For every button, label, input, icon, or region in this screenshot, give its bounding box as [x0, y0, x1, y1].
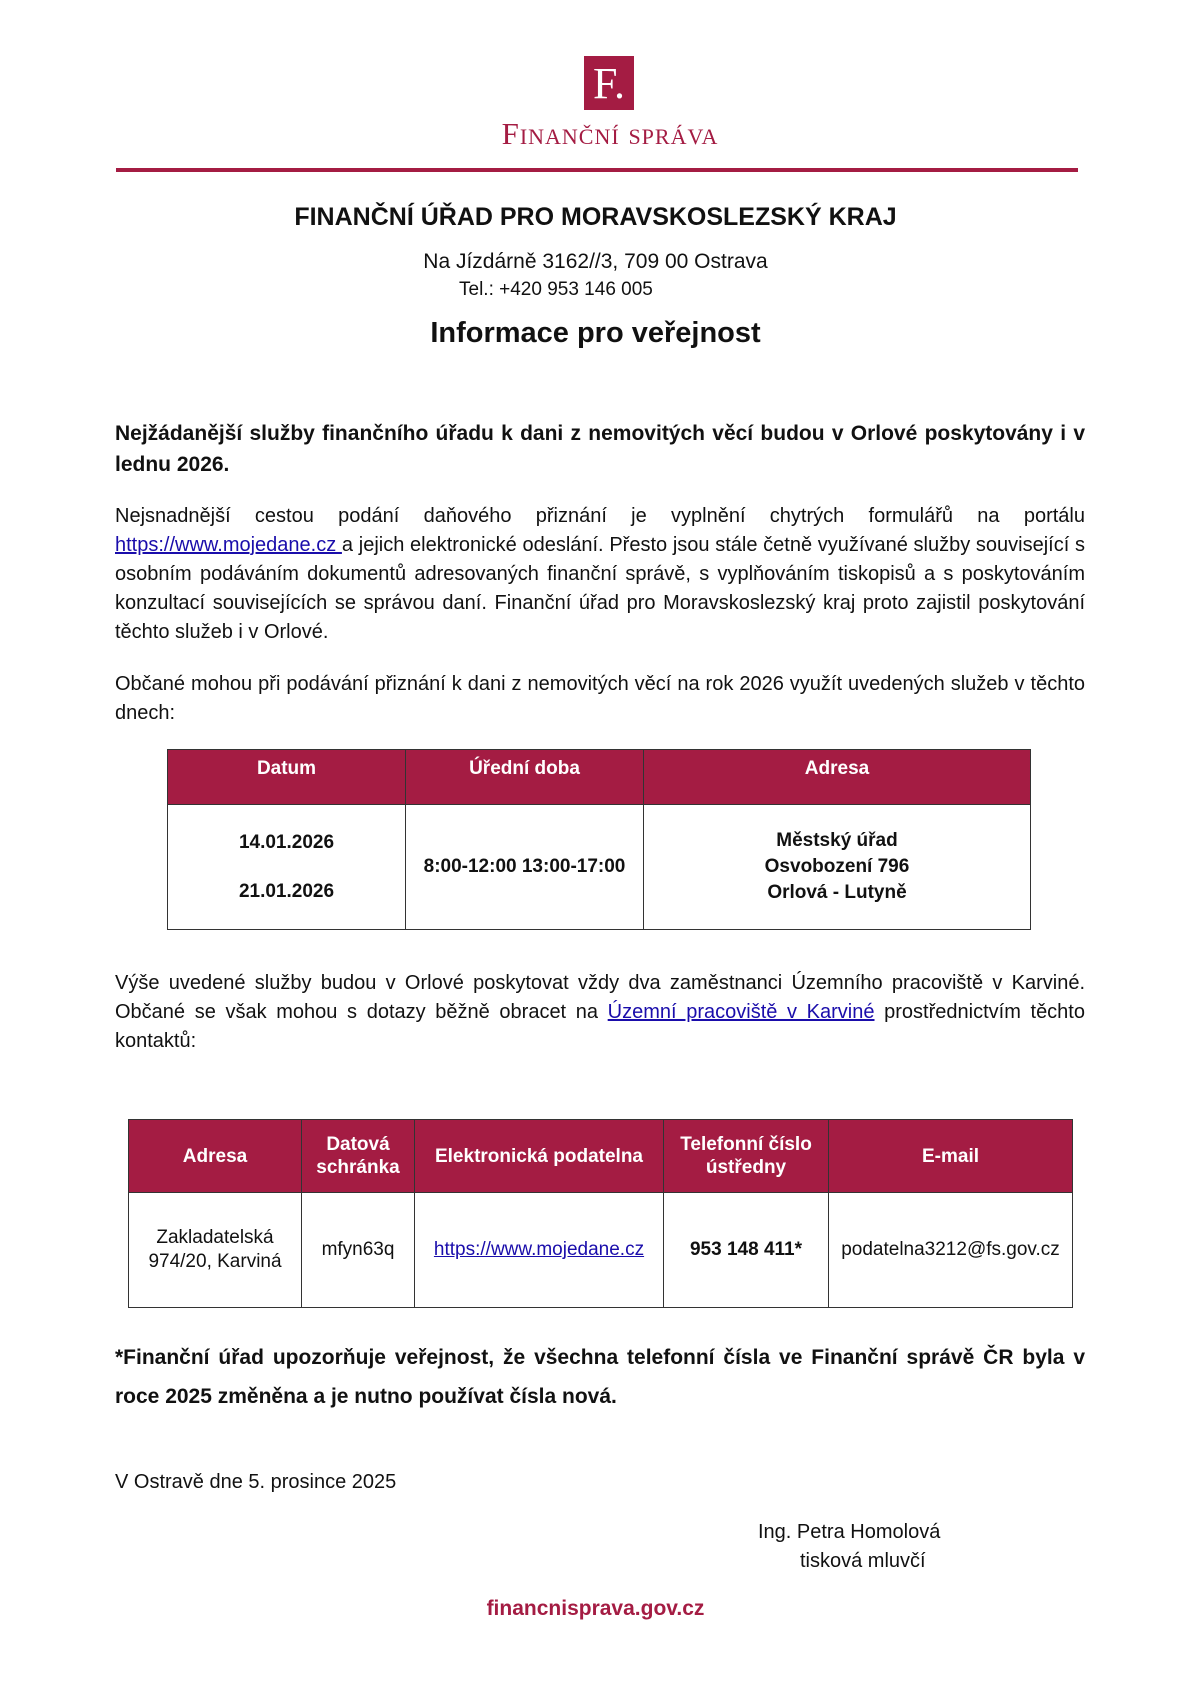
schedule-address-line-2: Osvobození 796 — [764, 856, 910, 877]
contacts-header-row — [129, 1120, 1073, 1193]
contacts-header-phone: Telefonní číslo ústředny — [664, 1120, 829, 1193]
schedule-row — [168, 805, 1031, 930]
paragraph-intro-text-1: Nejsnadnější cestou podání daňového přiznání je vyplnění chytrých formulářů na portálu — [115, 505, 1085, 527]
contacts-row — [129, 1193, 1073, 1308]
contacts-header-databox: Datová schránka — [302, 1120, 415, 1193]
schedule-date-2: 21.01.2026 — [238, 880, 335, 902]
contacts-header-email: E-mail — [829, 1120, 1073, 1193]
karvina-office-link[interactable]: Územní pracoviště v Karviné — [607, 1001, 875, 1023]
schedule-header-address: Adresa — [644, 750, 1031, 805]
contacts-address-line-1: Zakladatelská — [156, 1227, 274, 1248]
document-title: Informace pro veřejnost — [430, 317, 761, 349]
contacts-header-address: Adresa — [129, 1120, 302, 1193]
signature-name: Ing. Petra Homolová — [758, 1521, 941, 1543]
contacts-phone-cell: 953 148 411* — [664, 1193, 829, 1308]
contacts-email-cell: podatelna3212@fs.gov.cz — [829, 1193, 1073, 1308]
mojedane-link[interactable]: https://www.mojedane.cz — [115, 534, 342, 556]
header-divider — [116, 168, 1078, 172]
schedule-header-date: Datum — [168, 750, 406, 805]
contacts-portal-cell — [415, 1193, 664, 1308]
paragraph-contacts-intro — [115, 969, 1085, 1056]
paragraph-intro-text-2: a jejich elektronické odeslání. Přesto jsou stále četně využívané služby související s osobním podáváním dokumentů adresovaných finanční správě, s vyplňováním tiskopisů a s poskytováním konzultací souvisejících se správou daní. Finanční úřad pro Moravskoslezský kraj proto zajistil poskytování těchto služeb i v Orlové. — [115, 534, 1085, 643]
date-line: V Ostravě dne 5. prosince 2025 — [115, 1471, 397, 1493]
schedule-address-line-3: Orlová - Lutyně — [767, 882, 907, 903]
contacts-header-portal: Elektronická podatelna — [415, 1120, 664, 1193]
schedule-address-line-1: Městský úřad — [776, 830, 898, 851]
signature-role: tisková mluvčí — [800, 1550, 926, 1572]
paragraph-intro — [115, 502, 1085, 647]
logo-mark: F. — [584, 56, 634, 110]
schedule-date-1: 14.01.2026 — [238, 831, 335, 853]
schedule-dates-cell — [168, 805, 406, 930]
office-phone: Tel.: +420 953 146 005 — [459, 279, 653, 300]
schedule-header-hours: Úřední doba — [406, 750, 644, 805]
schedule-address-cell — [644, 805, 1031, 930]
contacts-address-cell — [129, 1193, 302, 1308]
paragraph-contacts-text-1: Výše uvedené služby budou v Orlové poskytovat vždy dva zaměstnanci Územního pracoviště v Karviné. Občané se však mohou s dotazy běžně obracet na — [115, 972, 1085, 1023]
schedule-header-row — [168, 750, 1031, 805]
phone-change-notice: *Finanční úřad upozorňuje veřejnost, že všechna telefonní čísla ve Finanční správě ČR byla v roce 2025 změněna a je nutno používat čísla nová. — [115, 1346, 1085, 1408]
contacts-address-line-2: 974/20, Karviná — [148, 1251, 282, 1272]
contacts-databox-cell: mfyn63q — [302, 1193, 415, 1308]
schedule-table — [167, 749, 1031, 930]
office-name: FINANČNÍ ÚŘAD PRO MORAVSKOSLEZSKÝ KRAJ — [294, 203, 897, 231]
footer-website[interactable]: financnisprava.gov.cz — [486, 1597, 705, 1620]
lead-paragraph: Nejžádanější služby finančního úřadu k dani z nemovitých věcí budou v Orlové poskytovány i v lednu 2026. — [115, 422, 1085, 476]
paragraph-dates-intro: Občané mohou při podávání přiznání k dani z nemovitých věcí na rok 2026 využít uvedených služeb v těchto dnech: — [115, 673, 1085, 724]
paragraph-contacts-text-2: prostřednictvím těchto kontaktů: — [115, 1001, 1085, 1052]
office-address: Na Jízdárně 3162//3, 709 00 Ostrava — [423, 250, 768, 273]
contacts-portal-link[interactable]: https://www.mojedane.cz — [433, 1239, 645, 1260]
logo-wordmark-text: Finanční správa — [501, 116, 719, 151]
schedule-hours-cell: 8:00-12:00 13:00-17:00 — [406, 805, 644, 930]
contacts-table — [128, 1119, 1073, 1308]
logo-wordmark — [420, 116, 800, 152]
